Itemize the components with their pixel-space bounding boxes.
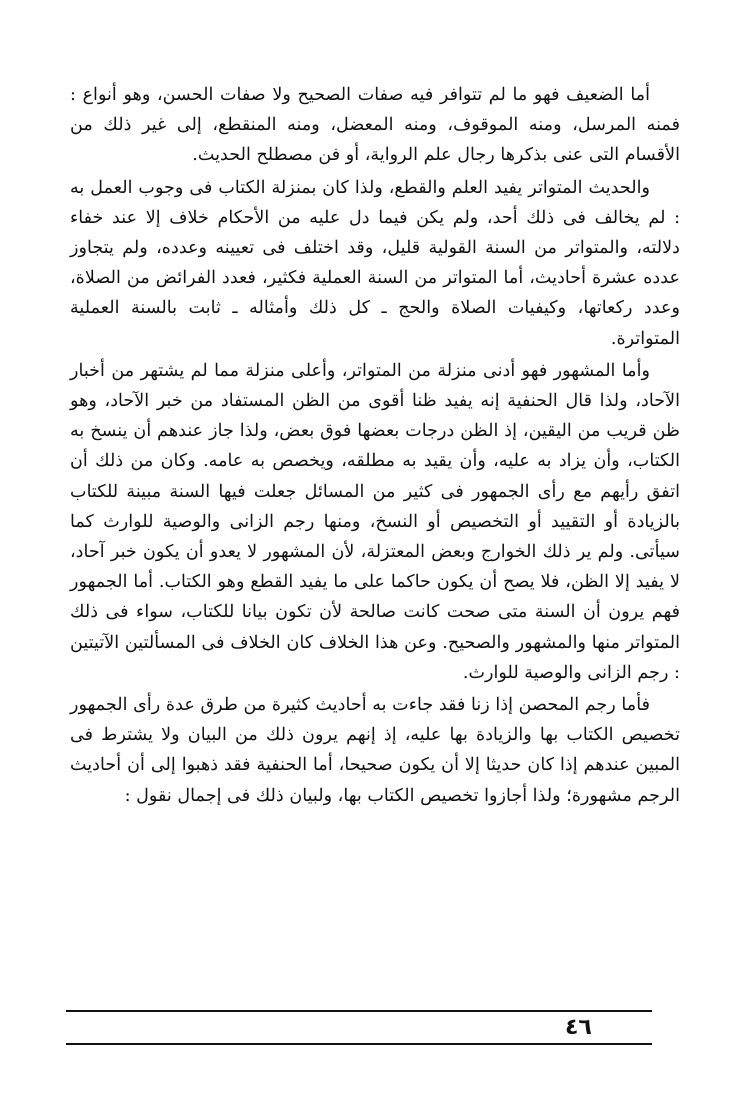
- page-number: ٤٦: [565, 1015, 592, 1040]
- footer-rule-bottom: [66, 1043, 652, 1045]
- paragraph-stoning: فأما رجم المحصن إذا زنا فقد جاءت به أحاديث كثيرة من طرق عدة رأى الجمهور تخصيص الكتاب بها والزيادة بها عليه، إذ إنهم يرون ذلك من البيان ولا يشترط فى المبين عندهم إذا كان حديثا إلا أن يكون صحيحا، أما الحنفية فقد ذهبوا إلى أن أحاديث الرجم مشهورة؛ ولذا أجازوا تخصيص الكتاب بها، ولبيان ذلك فى إجمال نقول :: [70, 695, 680, 806]
- footer-rule-top: [66, 1010, 652, 1012]
- paragraph-mutawatir: والحديث المتواتر يفيد العلم والقطع، ولذا كان بمنزلة الكتاب فى وجوب العمل به : لم يخالف فى ذلك أحد، ولم يكن فيما دل عليه من الأحكام خلاف إلا عند خفاء دلالته، والمتواتر من السنة القولية قليل، وقد اختلف فى تعيينه وعدده، ولم يتجاوز عدده عشرة أحاديث، أما المتواتر من السنة العملية فكثير، فعدد الفرائض من الصلاة، وعدد ركعاتها، وكيفيات الصلاة والحج ـ كل ذلك وأمثاله ـ ثابت بالسنة العملية المتواترة.: [70, 177, 680, 349]
- paragraph-weak-hadith: أما الضعيف فهو ما لم تتوافر فيه صفات الصحيح ولا صفات الحسن، وهو أنواع : فمنه المرسل، ومنه الموقوف، ومنه المعضل، ومنه المنقطع، إلى غير ذلك من الأقسام التى عنى بذكرها رجال علم الرواية، أو فن مصطلح الحديث.: [70, 85, 680, 166]
- paragraph-mashhur: وأما المشهور فهو أدنى منزلة من المتواتر، وأعلى منزلة مما لم يشتهر من أخبار الآحاد، ولذا قال الحنفية إنه يفيد ظنا أقوى من الظن المستفاد من خبر الآحاد، وهو ظن قريب من اليقين، إذ الظن درجات بعضها فوق بعض، ولذا جاز عندهم أن ينسخ به الكتاب، وأن يزاد به عليه، وأن يقيد به مطلقه، ويخصص به عامه. وكان من ذلك أن اتفق رأيهم مع رأى الجمهور فى كثير من المسائل جعلت فيها السنة مبينة للكتاب بالزيادة أو التقييد أو التخصيص أو النسخ، ومنها رجم الزانى والوصية للوارث كما سيأتى. ولم ير ذلك الخوارج وبعض المعتزلة، لأن المشهور لا يعدو أن يكون خبر آحاد، لا يفيد إلا الظن، فلا يصح أن يكون حاكما على ما يفيد القطع وهو الكتاب. أما الجمهور فهم يرون أن السنة متى صحت كانت صالحة لأن تكون بيانا للكتاب، سواء فى ذلك المتواتر منها والمشهور والصحيح. وعن هذا الخلاف كان الخلاف فى المسألتين الآتيتين : رجم الزانى والوصية للوارث.: [70, 360, 680, 683]
- page-body: [70, 80, 680, 813]
